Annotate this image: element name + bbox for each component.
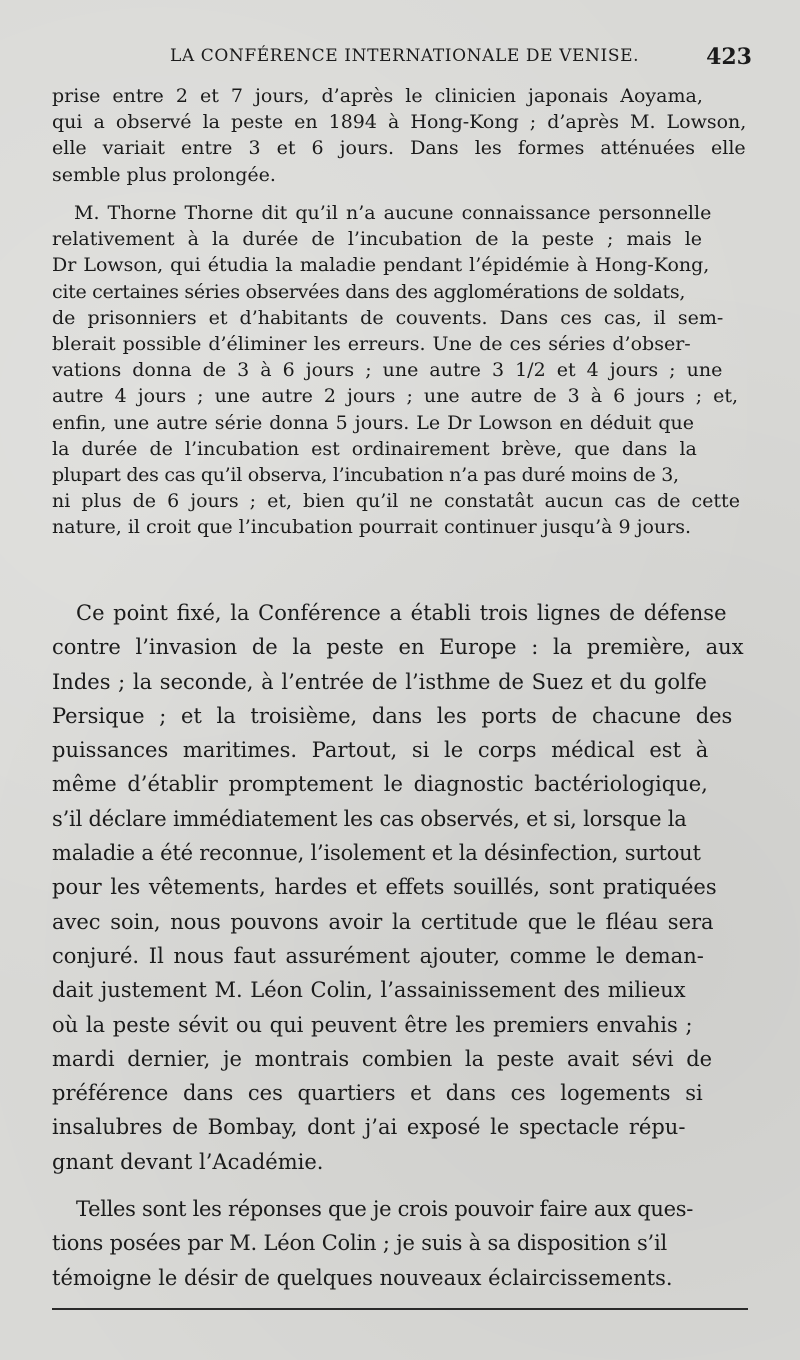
text-line: Indes ; la seconde, à l’entrée de l’isthme de Suez et du golfe	[52, 669, 707, 694]
text-line: même d’établir promptement le diagnostic bactériologique,	[52, 772, 708, 797]
page-number: 423	[706, 44, 752, 70]
paragraph-3	[52, 596, 752, 1179]
text-line: pour les vêtements, hardes et effets souillés, sont pratiquées	[52, 875, 717, 900]
text-line: puissances maritimes. Partout, si le corps médical est à	[52, 738, 709, 763]
text-line: avec soin, nous pouvons avoir la certitude que le fléau sera	[52, 909, 714, 934]
text-line: tions posées par M. Léon Colin ; je suis à sa disposition s’il	[52, 1231, 668, 1256]
text-line: insalubres de Bombay, dont j’ai exposé le spectacle répu-	[52, 1115, 686, 1140]
text-line: la durée de l’incubation est ordinairement brève, que dans la	[52, 437, 697, 460]
text-line: plupart des cas qu’il observa, l’incubation n’a pas duré moins de 3,	[52, 464, 679, 487]
text-line: prise entre 2 et 7 jours, d’après le clinicien japonais Aoyama,	[52, 85, 703, 107]
text-line: préférence dans ces quartiers et dans ces logements si	[52, 1081, 703, 1106]
text-line: semble plus prolongée.	[52, 163, 276, 186]
text-line: blerait possible d’éliminer les erreurs. Une de ces séries d’obser-	[52, 333, 691, 356]
text-line: Persique ; et la troisième, dans les ports de chacune des	[52, 703, 733, 728]
paragraph-1	[52, 83, 752, 188]
text-line: M. Thorne Thorne dit qu’il n’a aucune connaissance personnelle	[74, 202, 712, 224]
text-line: enfin, une autre série donna 5 jours. Le Dr Lowson en déduit que	[52, 411, 695, 434]
text-line: gnant devant l’Académie.	[52, 1149, 324, 1174]
running-title: LA CONFÉRENCE INTERNATIONALE DE VENISE.	[170, 46, 640, 66]
page-header	[52, 44, 752, 74]
paragraph-2	[52, 200, 752, 541]
text-line: autre 4 jours ; une autre 2 jours ; une autre de 3 à 6 jours ; et,	[52, 385, 739, 408]
text-line: ni plus de 6 jours ; et, bien qu’il ne constatât aucun cas de cette	[52, 490, 740, 513]
text-line: nature, il croit que l’incubation pourrait continuer jusqu’à 9 jours.	[52, 516, 692, 539]
text-line: dait justement M. Léon Colin, l’assainissement des milieux	[52, 978, 686, 1003]
text-line: témoigne le désir de quelques nouveaux éclaircissements.	[52, 1265, 673, 1290]
text-line: elle variait entre 3 et 6 jours. Dans les formes atténuées elle	[52, 137, 746, 160]
text-line: maladie a été reconnue, l’isolement et la désinfection, surtout	[52, 841, 701, 866]
text-line: mardi dernier, je montrais combien la peste avait sévi de	[52, 1046, 713, 1071]
text-line: de prisonniers et d’habitants de couvents. Dans ces cas, il sem-	[52, 306, 724, 329]
text-line: relativement à la durée de l’incubation de la peste ; mais le	[52, 228, 703, 251]
text-line: où la peste sévit ou qui peuvent être les premiers envahis ;	[52, 1012, 693, 1037]
text-line: s’il déclare immédiatement les cas observés, et si, lorsque la	[52, 806, 687, 831]
text-line: Telles sont les réponses que je crois pouvoir faire aux ques-	[76, 1197, 694, 1221]
text-line: cite certaines séries observées dans des agglomérations de soldats,	[52, 280, 686, 303]
text-line: conjuré. Il nous faut assurément ajouter, comme le deman-	[52, 943, 704, 968]
text-line: Dr Lowson, qui étudia la maladie pendant l’épidémie à Hong-Kong,	[52, 254, 710, 277]
text-line: Ce point fixé, la Conférence a établi trois lignes de défense	[76, 601, 727, 625]
paragraph-4	[52, 1192, 752, 1295]
text-line: vations donna de 3 à 6 jours ; une autre 3 1/2 et 4 jours ; une	[52, 359, 723, 382]
footer-rule	[52, 1308, 748, 1310]
text-line: qui a observé la peste en 1894 à Hong-Kong ; d’après M. Lowson,	[52, 111, 747, 134]
text-line: contre l’invasion de la peste en Europe : la première, aux	[52, 635, 744, 660]
